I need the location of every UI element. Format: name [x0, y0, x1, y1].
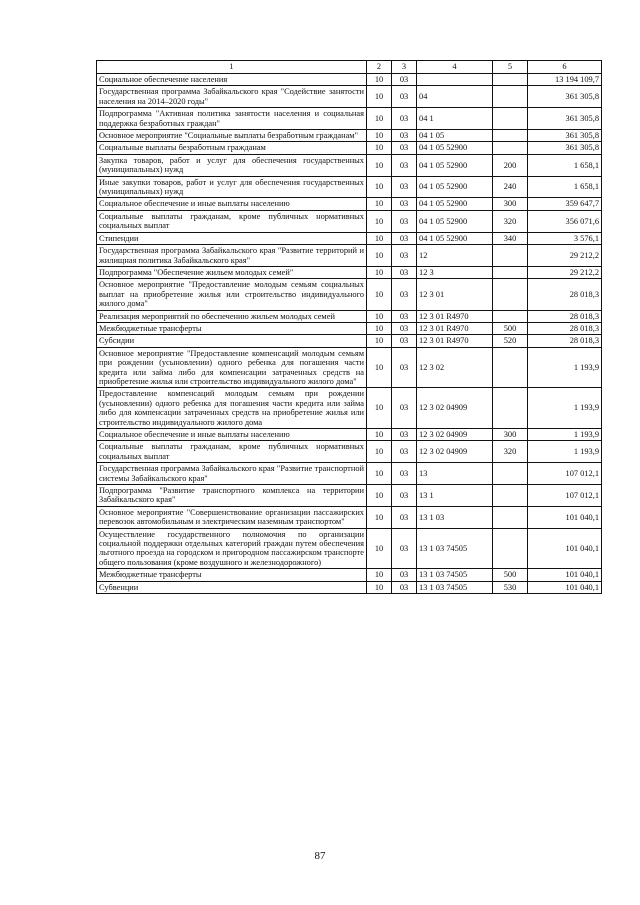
row-name: Государственная программа Забайкальского края "Развитие транспортной системы Забайкальского края" [97, 463, 367, 485]
header-row [97, 61, 602, 74]
row-amount: 361 305,8 [528, 130, 602, 142]
row-section: 10 [367, 266, 392, 278]
row-target-article: 12 3 02 04909 [417, 441, 493, 463]
row-expense-type: 340 [493, 232, 528, 244]
row-target-article: 12 3 02 [417, 347, 493, 388]
row-section: 10 [367, 463, 392, 485]
row-expense-type [493, 74, 528, 86]
row-target-article: 12 3 [417, 266, 493, 278]
table-row [97, 198, 602, 210]
row-section: 10 [367, 142, 392, 154]
row-name: Социальные выплаты безработным гражданам [97, 142, 367, 154]
row-subsection: 03 [392, 198, 417, 210]
row-subsection: 03 [392, 210, 417, 232]
row-amount: 28 018,3 [528, 310, 602, 322]
row-expense-type [493, 388, 528, 429]
row-section: 10 [367, 74, 392, 86]
row-expense-type: 500 [493, 569, 528, 581]
table-row [97, 569, 602, 581]
row-section: 10 [367, 441, 392, 463]
row-expense-type [493, 279, 528, 310]
row-amount: 28 018,3 [528, 322, 602, 334]
row-amount: 101 040,1 [528, 528, 602, 569]
table-row [97, 176, 602, 198]
row-name: Реализация мероприятий по обеспечению жильем молодых семей [97, 310, 367, 322]
row-section: 10 [367, 310, 392, 322]
row-target-article: 04 1 05 52900 [417, 176, 493, 198]
row-amount: 359 647,7 [528, 198, 602, 210]
table-row [97, 310, 602, 322]
row-name: Социальное обеспечение и иные выплаты населению [97, 429, 367, 441]
row-subsection: 03 [392, 232, 417, 244]
row-section: 10 [367, 176, 392, 198]
row-target-article: 04 1 05 52900 [417, 198, 493, 210]
row-amount: 1 193,9 [528, 347, 602, 388]
row-target-article: 12 3 01 R4970 [417, 335, 493, 347]
row-name: Социальное обеспечение и иные выплаты населению [97, 198, 367, 210]
table-body [97, 74, 602, 594]
table-row [97, 441, 602, 463]
table-row [97, 266, 602, 278]
row-subsection: 03 [392, 266, 417, 278]
row-amount: 28 018,3 [528, 279, 602, 310]
row-target-article: 12 3 01 [417, 279, 493, 310]
row-expense-type [493, 528, 528, 569]
table-row [97, 581, 602, 593]
row-expense-type [493, 245, 528, 267]
row-name: Основное мероприятие "Социальные выплаты безработным гражданам" [97, 130, 367, 142]
row-name: Государственная программа Забайкальского края "Содействие занятости населения на 2014–2020 годы" [97, 86, 367, 108]
row-section: 10 [367, 210, 392, 232]
row-section: 10 [367, 581, 392, 593]
row-target-article: 04 1 05 52900 [417, 210, 493, 232]
table-row [97, 154, 602, 176]
row-subsection: 03 [392, 569, 417, 581]
row-amount: 13 194 109,7 [528, 74, 602, 86]
row-expense-type [493, 347, 528, 388]
row-amount: 356 071,6 [528, 210, 602, 232]
row-subsection: 03 [392, 176, 417, 198]
row-name: Субвенции [97, 581, 367, 593]
row-subsection: 03 [392, 245, 417, 267]
row-expense-type: 520 [493, 335, 528, 347]
row-section: 10 [367, 528, 392, 569]
row-subsection: 03 [392, 335, 417, 347]
row-subsection: 03 [392, 154, 417, 176]
row-name: Предоставление компенсаций молодым семьям при рождении (усыновлении) одного ребенка для погашения части кредита или займа либо для компенсации затраченных средств на приобретение жилья или строительство индивидуального жилого дома [97, 388, 367, 429]
row-name: Основное мероприятие "Совершенствование организации пассажирских перевозок автомобильным и электрическим наземным транспортом" [97, 506, 367, 528]
header-col-6: 6 [528, 61, 602, 74]
row-section: 10 [367, 198, 392, 210]
row-name: Подпрограмма "Обеспечение жильем молодых семей" [97, 266, 367, 278]
row-expense-type: 300 [493, 429, 528, 441]
row-expense-type [493, 86, 528, 108]
row-name: Основное мероприятие "Предоставление компенсаций молодым семьям при рождении (усыновлении) одного ребенка для погашения части кредита или займа либо для компенсации затраченных средств на приобретение жилья или строительство индивидуального жилого дома" [97, 347, 367, 388]
row-expense-type: 320 [493, 441, 528, 463]
row-expense-type [493, 108, 528, 130]
row-amount: 1 193,9 [528, 441, 602, 463]
row-target-article: 04 1 [417, 108, 493, 130]
row-target-article: 12 3 01 R4970 [417, 322, 493, 334]
budget-table [96, 60, 602, 594]
row-name: Социальные выплаты гражданам, кроме публичных нормативных социальных выплат [97, 441, 367, 463]
table-row [97, 130, 602, 142]
row-name: Стипендии [97, 232, 367, 244]
row-expense-type: 320 [493, 210, 528, 232]
table-row [97, 528, 602, 569]
table-row [97, 210, 602, 232]
row-expense-type [493, 463, 528, 485]
row-amount: 361 305,8 [528, 108, 602, 130]
row-amount: 29 212,2 [528, 245, 602, 267]
row-subsection: 03 [392, 86, 417, 108]
row-amount: 101 040,1 [528, 569, 602, 581]
row-target-article: 04 1 05 52900 [417, 154, 493, 176]
row-subsection: 03 [392, 485, 417, 507]
header-col-4: 4 [417, 61, 493, 74]
row-expense-type: 300 [493, 198, 528, 210]
row-name: Социальные выплаты гражданам, кроме публичных нормативных социальных выплат [97, 210, 367, 232]
row-subsection: 03 [392, 74, 417, 86]
header-col-2: 2 [367, 61, 392, 74]
row-section: 10 [367, 569, 392, 581]
row-amount: 3 576,1 [528, 232, 602, 244]
row-target-article: 13 1 03 [417, 506, 493, 528]
row-name: Социальное обеспечение населения [97, 74, 367, 86]
row-target-article: 13 1 03 74505 [417, 581, 493, 593]
row-target-article [417, 74, 493, 86]
row-target-article: 13 1 03 74505 [417, 569, 493, 581]
row-section: 10 [367, 232, 392, 244]
row-amount: 107 012,1 [528, 485, 602, 507]
row-subsection: 03 [392, 463, 417, 485]
row-name: Подпрограмма "Развитие транспортного комплекса на территории Забайкальского края" [97, 485, 367, 507]
row-target-article: 13 1 03 74505 [417, 528, 493, 569]
row-section: 10 [367, 388, 392, 429]
row-section: 10 [367, 335, 392, 347]
row-section: 10 [367, 279, 392, 310]
row-amount: 101 040,1 [528, 506, 602, 528]
row-section: 10 [367, 130, 392, 142]
row-name: Закупка товаров, работ и услуг для обеспечения государственных (муниципальных) нужд [97, 154, 367, 176]
row-subsection: 03 [392, 441, 417, 463]
row-expense-type: 200 [493, 154, 528, 176]
row-amount: 28 018,3 [528, 335, 602, 347]
row-name: Межбюджетные трансферты [97, 569, 367, 581]
row-target-article: 13 [417, 463, 493, 485]
row-target-article: 04 1 05 52900 [417, 142, 493, 154]
row-expense-type [493, 130, 528, 142]
row-target-article: 04 [417, 86, 493, 108]
row-subsection: 03 [392, 388, 417, 429]
table-row [97, 388, 602, 429]
row-amount: 361 305,8 [528, 142, 602, 154]
row-target-article: 13 1 [417, 485, 493, 507]
table-row [97, 485, 602, 507]
table-row [97, 322, 602, 334]
table-row [97, 506, 602, 528]
row-amount: 361 305,8 [528, 86, 602, 108]
row-section: 10 [367, 429, 392, 441]
row-target-article: 04 1 05 [417, 130, 493, 142]
row-name: Государственная программа Забайкальского края "Развитие территорий и жилищная политика Забайкальского края" [97, 245, 367, 267]
row-amount: 101 040,1 [528, 581, 602, 593]
row-section: 10 [367, 245, 392, 267]
row-expense-type [493, 310, 528, 322]
row-subsection: 03 [392, 279, 417, 310]
row-expense-type: 530 [493, 581, 528, 593]
row-name: Субсидии [97, 335, 367, 347]
row-amount: 1 658,1 [528, 176, 602, 198]
row-subsection: 03 [392, 581, 417, 593]
row-target-article: 12 3 02 04909 [417, 388, 493, 429]
row-name: Осуществление государственного полномочия по организации социальной поддержки отдельных категорий граждан путем обеспечения льготного проезда на городском и пригородном пассажирском транспорте общего пользования (кроме воздушного и железнодорожного) [97, 528, 367, 569]
row-subsection: 03 [392, 310, 417, 322]
row-amount: 1 193,9 [528, 388, 602, 429]
row-target-article: 12 3 01 R4970 [417, 310, 493, 322]
header-col-5: 5 [493, 61, 528, 74]
table-row [97, 279, 602, 310]
row-amount: 1 658,1 [528, 154, 602, 176]
row-subsection: 03 [392, 528, 417, 569]
table-row [97, 232, 602, 244]
table-row [97, 142, 602, 154]
row-subsection: 03 [392, 347, 417, 388]
page-number: 87 [314, 850, 326, 862]
row-subsection: 03 [392, 322, 417, 334]
table-row [97, 463, 602, 485]
row-target-article: 04 1 05 52900 [417, 232, 493, 244]
row-section: 10 [367, 154, 392, 176]
row-section: 10 [367, 485, 392, 507]
row-expense-type [493, 266, 528, 278]
row-section: 10 [367, 347, 392, 388]
table-row [97, 429, 602, 441]
table-row [97, 108, 602, 130]
table-row [97, 86, 602, 108]
row-subsection: 03 [392, 130, 417, 142]
header-col-1: 1 [97, 61, 367, 74]
row-subsection: 03 [392, 142, 417, 154]
row-section: 10 [367, 86, 392, 108]
row-target-article: 12 3 02 04909 [417, 429, 493, 441]
row-section: 10 [367, 108, 392, 130]
row-amount: 29 212,2 [528, 266, 602, 278]
row-subsection: 03 [392, 108, 417, 130]
row-name: Подпрограмма "Активная политика занятости населения и социальная поддержка безработных граждан" [97, 108, 367, 130]
table-row [97, 74, 602, 86]
table-row [97, 347, 602, 388]
table-row [97, 245, 602, 267]
row-expense-type: 500 [493, 322, 528, 334]
row-name: Межбюджетные трансферты [97, 322, 367, 334]
row-name: Иные закупки товаров, работ и услуг для обеспечения государственных (муниципальных) нужд [97, 176, 367, 198]
row-name: Основное мероприятие "Предоставление молодым семьям социальных выплат на приобретение жилья или строительство индивидуального жилого дома" [97, 279, 367, 310]
row-expense-type [493, 506, 528, 528]
row-amount: 1 193,9 [528, 429, 602, 441]
row-section: 10 [367, 322, 392, 334]
row-expense-type [493, 485, 528, 507]
table-row [97, 335, 602, 347]
header-col-3: 3 [392, 61, 417, 74]
row-subsection: 03 [392, 429, 417, 441]
row-subsection: 03 [392, 506, 417, 528]
row-section: 10 [367, 506, 392, 528]
row-expense-type [493, 142, 528, 154]
row-amount: 107 012,1 [528, 463, 602, 485]
row-target-article: 12 [417, 245, 493, 267]
row-expense-type: 240 [493, 176, 528, 198]
